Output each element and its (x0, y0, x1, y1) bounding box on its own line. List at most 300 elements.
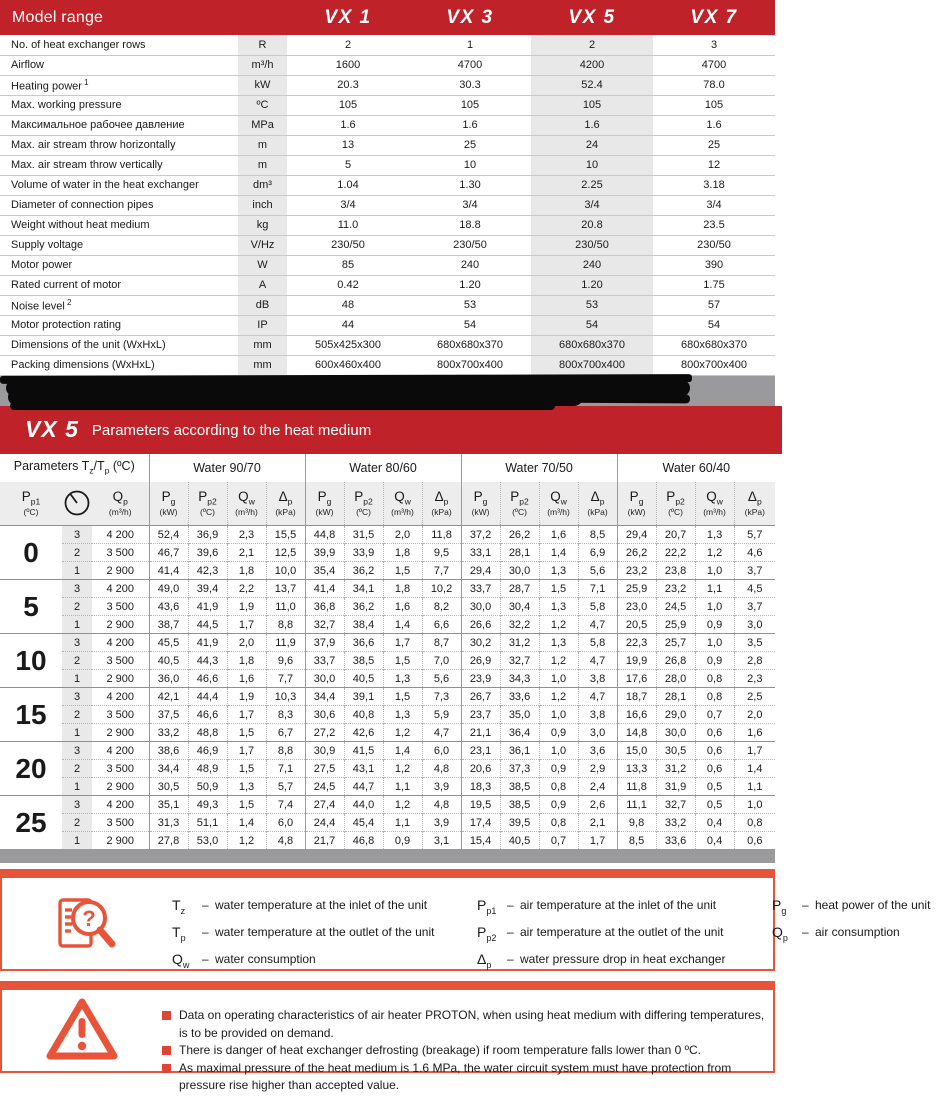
col-unit: (ºC) (200, 506, 215, 517)
param-value: 3,0 (578, 724, 617, 742)
param-value: 2,1 (578, 814, 617, 832)
section-subtitle: Parameters according to the heat medium (91, 422, 372, 439)
row-value: 230/50 (287, 235, 409, 255)
param-value: 8,5 (578, 526, 617, 544)
legend-entry (477, 922, 772, 949)
param-value: 1,5 (227, 796, 266, 814)
col-unit: (ºC) (668, 506, 683, 517)
param-value: 46,6 (188, 706, 227, 724)
warning-box (0, 981, 775, 1092)
param-value: 7,1 (266, 760, 305, 778)
row-label: Max. working pressure (0, 95, 238, 115)
param-value: 0,6 (734, 832, 775, 850)
param-value: 41,9 (188, 598, 227, 616)
table-row (0, 335, 775, 355)
param-value: 38,5 (500, 796, 539, 814)
param-value: 41,9 (188, 634, 227, 652)
param-value: 1,7 (227, 616, 266, 634)
row-value: 680x680x370 (409, 335, 531, 355)
param-value: 1,0 (734, 796, 775, 814)
fan-speed-value: 1 (62, 670, 92, 688)
param-value: 3,8 (578, 706, 617, 724)
row-label: Weight without heat medium (0, 215, 238, 235)
param-value: 49,3 (188, 796, 227, 814)
table-row (0, 688, 775, 706)
air-consumption-value: 4 200 (92, 526, 149, 544)
param-value: 5,7 (734, 526, 775, 544)
row-value: 10 (409, 155, 531, 175)
param-value: 1,3 (539, 634, 578, 652)
air-consumption-value: 2 900 (92, 670, 149, 688)
param-value: 2,0 (383, 526, 422, 544)
param-value: 53,0 (188, 832, 227, 850)
legend-symbol: $\Delta_p$ (477, 950, 492, 970)
param-value: 24,4 (305, 814, 344, 832)
legend-column (772, 895, 947, 969)
row-value: 1.04 (287, 175, 409, 195)
param-value: 0,5 (695, 796, 734, 814)
row-label: Noise level $^2$ (0, 295, 238, 315)
air-consumption-value: 4 200 (92, 796, 149, 814)
param-value: 0,5 (695, 778, 734, 796)
col-unit: (kPa) (275, 506, 296, 517)
param-value: 26,2 (617, 544, 656, 562)
table-row (0, 315, 775, 335)
param-value: 0,8 (695, 670, 734, 688)
svg-text:?: ? (82, 905, 96, 931)
air-consumption-value: 3 500 (92, 814, 149, 832)
col-header-qw: $Q_w$ (m³/h) (539, 482, 578, 526)
legend-box (0, 869, 931, 971)
params-head (0, 454, 775, 526)
param-value: 4,6 (734, 544, 775, 562)
fan-speed-value: 2 (62, 706, 92, 724)
legend-symbol: $P_{p1}$ (477, 897, 497, 916)
param-value: 1,4 (734, 760, 775, 778)
row-value: 5 (287, 155, 409, 175)
param-value: 36,2 (344, 562, 383, 580)
col-header-δp: $\Delta_p$ (kPa) (422, 482, 461, 526)
param-value: 28,1 (656, 688, 695, 706)
fan-speed-value: 1 (62, 562, 92, 580)
param-value: 36,4 (500, 724, 539, 742)
row-value: 24 (531, 135, 653, 155)
param-value: 1,2 (383, 760, 422, 778)
param-value: 4,7 (578, 688, 617, 706)
row-value: 1600 (287, 55, 409, 75)
col-unit: (m³/h) (391, 506, 414, 517)
param-value: 30,4 (500, 598, 539, 616)
row-value: 53 (409, 295, 531, 315)
param-value: 1,8 (227, 652, 266, 670)
row-unit: mm (238, 335, 287, 355)
row-value: 1.75 (653, 275, 775, 295)
table-row (0, 295, 775, 315)
row-value: 3/4 (653, 195, 775, 215)
param-value: 7,7 (422, 562, 461, 580)
param-value: 18,3 (461, 778, 500, 796)
param-value: 1,7 (734, 742, 775, 760)
param-value: 0,7 (695, 706, 734, 724)
param-value: 0,8 (539, 814, 578, 832)
param-value: 1,1 (734, 778, 775, 796)
legend-description: water temperature at the outlet of the unit (215, 924, 435, 939)
param-value: 2,0 (734, 706, 775, 724)
param-value: 0,6 (695, 724, 734, 742)
row-unit: m (238, 135, 287, 155)
row-unit: IP (238, 315, 287, 335)
param-value: 33,7 (461, 580, 500, 598)
col-header-pp2: $P_{p2}$ (ºC) (188, 482, 227, 526)
row-label: Motor power (0, 255, 238, 275)
row-value: 48 (287, 295, 409, 315)
param-value: 26,8 (656, 652, 695, 670)
legend-dash: – (202, 951, 209, 966)
params-group-header-row (0, 454, 775, 482)
row-unit: MPa (238, 115, 287, 135)
param-value: 31,3 (149, 814, 188, 832)
row-value: 230/50 (531, 235, 653, 255)
fan-speed-value: 3 (62, 742, 92, 760)
air-consumption-value: 2 900 (92, 562, 149, 580)
row-value: 1 (409, 35, 531, 55)
param-value: 52,4 (149, 526, 188, 544)
param-value: 36,9 (188, 526, 227, 544)
param-value: 6,7 (266, 724, 305, 742)
table-row (0, 706, 775, 724)
param-value: 1,0 (539, 706, 578, 724)
model-range-table (0, 0, 775, 376)
param-value: 38,6 (149, 742, 188, 760)
param-value: 37,5 (149, 706, 188, 724)
air-consumption-value: 3 500 (92, 652, 149, 670)
param-value: 1,5 (383, 652, 422, 670)
param-value: 30,0 (305, 670, 344, 688)
param-value: 40,5 (149, 652, 188, 670)
table-row (0, 35, 775, 55)
row-value: 52.4 (531, 75, 653, 95)
param-value: 1,7 (578, 832, 617, 850)
row-value: 230/50 (653, 235, 775, 255)
row-unit: A (238, 275, 287, 295)
param-value: 33,6 (500, 688, 539, 706)
table-row (0, 652, 775, 670)
water-group-header: Water 70/50 (461, 454, 617, 482)
air-consumption-value: 4 200 (92, 742, 149, 760)
warning-lines (162, 990, 773, 1092)
param-value: 4,7 (578, 616, 617, 634)
param-value: 1,2 (227, 832, 266, 850)
param-value: 0,8 (539, 778, 578, 796)
param-value: 19,9 (617, 652, 656, 670)
param-value: 11,8 (422, 526, 461, 544)
param-value: 3,8 (578, 670, 617, 688)
param-value: 34,1 (344, 580, 383, 598)
param-value: 25,9 (656, 616, 695, 634)
param-value: 29,0 (656, 706, 695, 724)
legend-symbol: $P_{p2}$ (477, 923, 497, 943)
param-value: 1,6 (227, 670, 266, 688)
param-value: 35,4 (305, 562, 344, 580)
param-value: 11,9 (266, 634, 305, 652)
param-value: 39,9 (305, 544, 344, 562)
param-value: 4,8 (422, 796, 461, 814)
param-value: 38,7 (149, 616, 188, 634)
param-value: 31,9 (656, 778, 695, 796)
col-header-pg: $P_g$ (kW) (305, 482, 344, 526)
row-value: 13 (287, 135, 409, 155)
param-value: 29,4 (461, 562, 500, 580)
param-value: 7,7 (266, 670, 305, 688)
param-value: 33,2 (149, 724, 188, 742)
param-value: 51,1 (188, 814, 227, 832)
param-value: 11,0 (266, 598, 305, 616)
param-value: 9,5 (422, 544, 461, 562)
warning-text: As maximal pressure of the heat medium is 1.6 MPa, the water circuit system must have protection from pressure rise higher than accepted value. (179, 1060, 732, 1092)
param-value: 32,2 (500, 616, 539, 634)
col-header-pp1: $P_{p1}$ (ºC) (0, 482, 62, 526)
table-row (0, 634, 775, 652)
row-value: 20.3 (287, 75, 409, 95)
fan-speed-value: 3 (62, 796, 92, 814)
water-group-header: Water 90/70 (149, 454, 305, 482)
param-value: 1,3 (383, 670, 422, 688)
param-value: 46,8 (344, 832, 383, 850)
param-value: 22,3 (617, 634, 656, 652)
fan-speed-value: 2 (62, 814, 92, 832)
param-value: 19,5 (461, 796, 500, 814)
legend-entry (172, 922, 477, 949)
model-name-vx1: VX 1 (324, 6, 372, 28)
param-value: 3,7 (734, 598, 775, 616)
param-value: 33,2 (656, 814, 695, 832)
params-body (0, 526, 775, 850)
table-row (0, 115, 775, 135)
param-value: 39,1 (344, 688, 383, 706)
table-row (0, 544, 775, 562)
legend-columns (172, 878, 947, 969)
param-value: 38,4 (344, 616, 383, 634)
param-value: 6,9 (578, 544, 617, 562)
col-header-qw: $Q_w$ (m³/h) (695, 482, 734, 526)
param-value: 46,6 (188, 670, 227, 688)
param-value: 1,7 (383, 634, 422, 652)
param-value: 4,7 (422, 724, 461, 742)
param-value: 5,6 (422, 670, 461, 688)
param-value: 1,4 (227, 814, 266, 832)
water-group-header: Water 60/40 (617, 454, 775, 482)
air-inlet-temp-label: 10 (0, 634, 62, 688)
table-row (0, 195, 775, 215)
col-header-pp2: $P_{p2}$ (ºC) (500, 482, 539, 526)
param-value: 34,4 (149, 760, 188, 778)
param-value: 14,8 (617, 724, 656, 742)
param-value: 23,2 (656, 580, 695, 598)
col-header-pg: $P_g$ (kW) (461, 482, 500, 526)
table-row (0, 55, 775, 75)
legend-entry (772, 895, 947, 922)
param-value: 1,6 (383, 598, 422, 616)
legend-dash: – (802, 898, 809, 912)
param-value: 2,5 (734, 688, 775, 706)
row-label: Motor protection rating (0, 315, 238, 335)
param-value: 37,9 (305, 634, 344, 652)
param-value: 2,3 (734, 670, 775, 688)
table-row (0, 562, 775, 580)
col-unit: (kPa) (431, 506, 452, 517)
param-value: 1,2 (383, 796, 422, 814)
param-value: 21,1 (461, 724, 500, 742)
row-value: 25 (409, 135, 531, 155)
row-value: 1.6 (409, 115, 531, 135)
table-row (0, 175, 775, 195)
legend-dash: – (202, 924, 209, 939)
param-value: 24,5 (656, 598, 695, 616)
param-value: 48,8 (188, 724, 227, 742)
air-inlet-temp-label: 5 (0, 580, 62, 634)
param-value: 32,7 (656, 796, 695, 814)
table-row (0, 526, 775, 544)
param-value: 20,5 (617, 616, 656, 634)
table-row (0, 155, 775, 175)
param-value: 1,0 (695, 598, 734, 616)
param-value: 33,7 (305, 652, 344, 670)
row-value: 2 (531, 35, 653, 55)
param-value: 0,7 (539, 832, 578, 850)
param-value: 28,0 (656, 670, 695, 688)
param-value: 7,0 (422, 652, 461, 670)
row-unit: V/Hz (238, 235, 287, 255)
col-unit: (ºC) (23, 506, 39, 517)
param-value: 41,5 (344, 742, 383, 760)
row-label: Rated current of motor (0, 275, 238, 295)
param-value: 1,7 (227, 706, 266, 724)
param-value: 0,9 (695, 652, 734, 670)
table-row (0, 814, 775, 832)
col-unit: (ºC) (512, 506, 527, 517)
air-consumption-value: 2 900 (92, 778, 149, 796)
row-value: 105 (531, 95, 653, 115)
legend-entry (172, 949, 477, 976)
param-value: 5,7 (266, 778, 305, 796)
param-value: 15,0 (617, 742, 656, 760)
legend-column (172, 895, 477, 969)
row-value: 105 (653, 95, 775, 115)
param-value: 8,8 (266, 742, 305, 760)
param-value: 43,6 (149, 598, 188, 616)
col-unit: (m³/h) (703, 506, 726, 517)
param-value: 45,5 (149, 634, 188, 652)
col-unit: (kPa) (744, 506, 765, 517)
air-inlet-temp-label: 20 (0, 742, 62, 796)
param-value: 9,6 (266, 652, 305, 670)
row-value: 105 (287, 95, 409, 115)
col-unit: (kW) (471, 506, 490, 517)
param-value: 26,2 (500, 526, 539, 544)
param-value: 31,2 (656, 760, 695, 778)
row-unit: m (238, 155, 287, 175)
row-label: Максимальное рабочее давление (0, 115, 238, 135)
row-value: 505x425x300 (287, 335, 409, 355)
param-value: 8,7 (422, 634, 461, 652)
param-value: 28,7 (500, 580, 539, 598)
air-consumption-value: 3 500 (92, 544, 149, 562)
col-unit: (kPa) (587, 506, 608, 517)
param-value: 48,9 (188, 760, 227, 778)
param-value: 0,9 (539, 724, 578, 742)
param-value: 6,6 (422, 616, 461, 634)
param-value: 2,0 (227, 634, 266, 652)
col-header-pp2: $P_{p2}$ (ºC) (344, 482, 383, 526)
warning-line (162, 1060, 773, 1095)
param-value: 43,1 (344, 760, 383, 778)
row-value: 18.8 (409, 215, 531, 235)
param-value: 1,6 (734, 724, 775, 742)
row-label: Diameter of connection pipes (0, 195, 238, 215)
legend-column (477, 895, 772, 969)
separator-bar (0, 850, 775, 863)
param-value: 39,5 (500, 814, 539, 832)
bullet-square-icon (162, 1046, 171, 1055)
param-value: 42,6 (344, 724, 383, 742)
row-value: 1.6 (531, 115, 653, 135)
vx5-parameters-table (0, 454, 775, 851)
param-value: 30,0 (461, 598, 500, 616)
row-value: 3/4 (287, 195, 409, 215)
row-value: 3/4 (409, 195, 531, 215)
param-value: 1,6 (539, 526, 578, 544)
table-row (0, 580, 775, 598)
param-value: 30,5 (149, 778, 188, 796)
row-label: Packing dimensions (WxHxL) (0, 355, 238, 375)
param-value: 23,8 (656, 562, 695, 580)
param-value: 32,7 (500, 652, 539, 670)
row-value: 85 (287, 255, 409, 275)
param-value: 0,9 (539, 760, 578, 778)
fan-speed-value: 2 (62, 760, 92, 778)
legend-symbol: $Q_p$ (772, 923, 788, 943)
param-value: 32,7 (305, 616, 344, 634)
param-value: 4,5 (734, 580, 775, 598)
col-header-δp: $\Delta_p$ (kPa) (734, 482, 775, 526)
param-value: 45,4 (344, 814, 383, 832)
air-consumption-value: 3 500 (92, 706, 149, 724)
table-row (0, 235, 775, 255)
fan-speed-value: 1 (62, 616, 92, 634)
air-inlet-temp-label: 15 (0, 688, 62, 742)
redacted-footnotes (0, 376, 775, 406)
legend-symbol: $Q_w$ (172, 950, 190, 970)
param-value: 36,0 (149, 670, 188, 688)
row-value: 30.3 (409, 75, 531, 95)
param-value: 0,8 (734, 814, 775, 832)
air-consumption-value: 2 900 (92, 724, 149, 742)
row-value: 10 (531, 155, 653, 175)
row-label: Heating power $^1$ (0, 75, 238, 95)
param-value: 3,9 (422, 778, 461, 796)
param-value: 36,6 (344, 634, 383, 652)
legend-entry (772, 922, 947, 949)
param-value: 46,9 (188, 742, 227, 760)
param-value: 4,8 (422, 760, 461, 778)
legend-description: air temperature at the inlet of the unit (520, 898, 717, 912)
row-unit: inch (238, 195, 287, 215)
param-value: 25,7 (656, 634, 695, 652)
param-value: 3,0 (734, 616, 775, 634)
table-row (0, 742, 775, 760)
param-value: 16,6 (617, 706, 656, 724)
param-value: 31,2 (500, 634, 539, 652)
